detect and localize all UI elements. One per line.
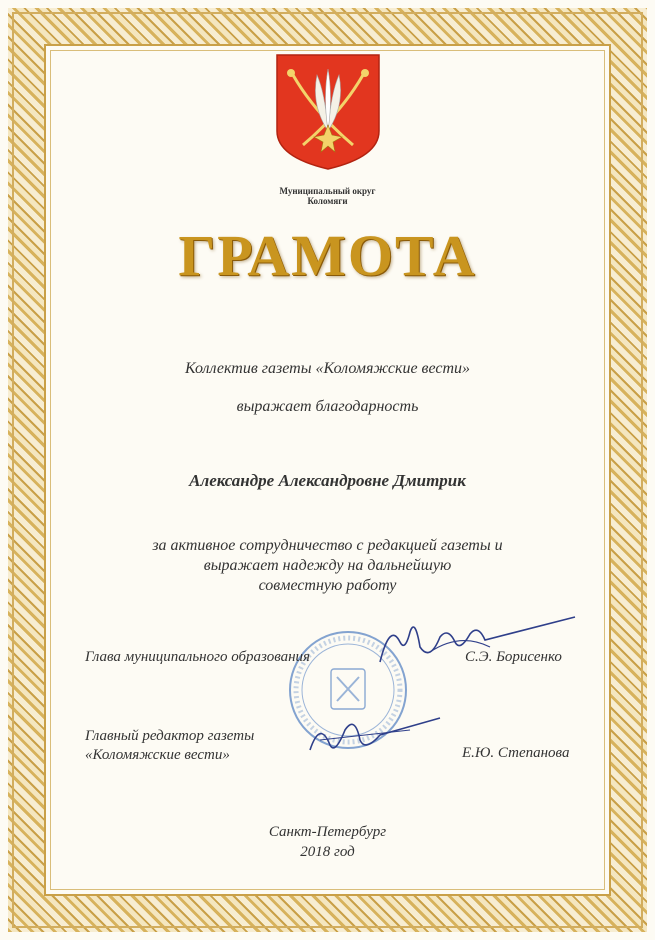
recipient-name: Александре Александровне Дмитрик [189, 471, 466, 490]
reason-line3: совместную работу [258, 577, 397, 594]
footer-year: 2018 год [300, 844, 355, 860]
district-name-line1: Муниципальный округ [279, 186, 376, 196]
signature-2-icon [300, 710, 450, 760]
reason-line2: выражает надежду на дальнейшую [203, 557, 452, 574]
signatory-2-role-line2: «Коломяжские вести» [85, 747, 230, 763]
signatory-1-role: Глава муниципального образования [85, 649, 311, 665]
reason-line1: за активное сотрудничество с редакцией газеты и [152, 537, 503, 554]
signatory-2-role [85, 727, 254, 765]
issuer-line: Коллектив газеты «Коломяжские вести» [184, 360, 471, 377]
signatory-1-name: С.Э. Борисенко [465, 649, 562, 665]
signatory-2-role-line1: Главный редактор газеты [85, 728, 255, 744]
footer-place-date [0, 822, 655, 862]
footer-city: Санкт-Петербург [268, 824, 387, 840]
district-name-line2: Коломяги [307, 196, 348, 206]
certificate-title: ГРАМОТА [178, 223, 477, 288]
reason-text [60, 536, 595, 596]
gratitude-line: выражает благодарность [236, 398, 419, 415]
signatory-2-name: Е.Ю. Степанова [462, 745, 570, 761]
coat-of-arms-icon [275, 53, 381, 171]
